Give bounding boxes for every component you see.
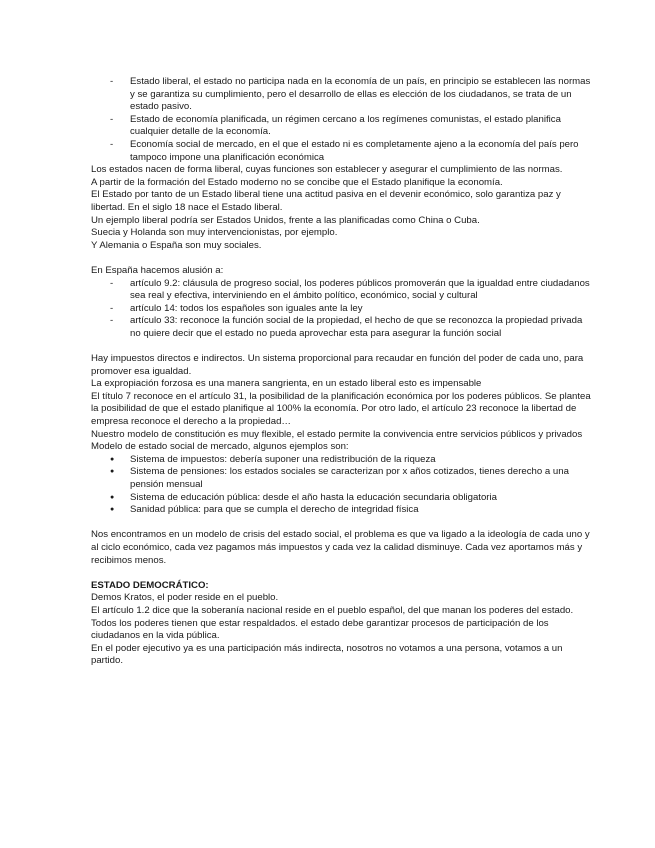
paragraph: Nuestro modelo de constitución es muy flexible, el estado permite la convivencia entre servicios públicos y privados	[91, 428, 583, 440]
paragraph: Nos encontramos en un modelo de crisis del estado social, el problema es que va ligado a la ideología de cada uno y al ciclo económico, cada vez pagamos más impuestos y cada vez la calidad disminuye. Cada vez aportamos más y recibimos menos.	[91, 529, 590, 566]
section-heading: ESTADO DEMOCRÁTICO:	[91, 579, 209, 591]
paragraph: Suecia y Holanda son muy intervencionistas, por ejemplo.	[91, 227, 338, 239]
list-item: - artículo 9.2: cláusula de progreso social, los poderes públicos promoverán que la igualdad entre ciudadanos sea real y efectiva, interviniendo en el ámbito político, económico, social y cultural	[91, 278, 595, 303]
spacer	[91, 567, 595, 580]
paragraph: En el poder ejecutivo ya es una participación más indirecta, nosotros no votamos a una persona, votamos a un partido.	[91, 642, 563, 667]
spacer	[91, 517, 595, 530]
spacer	[91, 340, 595, 353]
paragraph: El artículo 1.2 dice que la soberanía nacional reside en el pueblo español, del que manan los poderes del estado. Todos los poderes tienen que estar respaldados. el estado debe garantizar procesos de participación de los ciudadanos en la vida pública.	[91, 604, 574, 642]
list-item: - artículo 14: todos los españoles son iguales ante la ley	[91, 303, 595, 316]
paragraph: La expropiación forzosa es una manera sangrienta, en un estado liberal esto es impensable	[91, 378, 482, 390]
paragraph: A partir de la formación del Estado moderno no se concibe que el Estado planifique la economía.	[91, 176, 503, 188]
paragraph: Y Alemania o España son muy sociales.	[91, 239, 262, 251]
paragraph: Los estados nacen de forma liberal, cuyas funciones son establecer y asegurar el cumplimiento de las normas.	[91, 164, 563, 176]
list-item: ● Sanidad pública: para que se cumpla el derecho de integridad física	[91, 504, 595, 517]
paragraph: En España hacemos alusión a:	[91, 264, 224, 276]
list-item: ● Sistema de educación pública: desde el año hasta la educación secundaria obligatoria	[91, 492, 595, 505]
state-types-list	[91, 76, 595, 164]
spacer	[91, 252, 595, 265]
list-item: - Economía social de mercado, en el que el estado ni es completamente ajeno a la economía del país pero tampoco impone una planificación económica	[91, 139, 595, 164]
list-item: - Estado liberal, el estado no participa nada en la economía de un país, en principio se establecen las normas y se garantiza su cumplimiento, pero el desarrollo de ellas es elección de los ciudadanos, se trata de un estado pasivo.	[91, 76, 595, 114]
paragraph: El Estado por tanto de un Estado liberal tiene una actitud pasiva en el devenir económico, solo garantiza paz y libertad. En el siglo 18 nace el Estado liberal.	[91, 189, 561, 213]
list-item: ● Sistema de impuestos: debería suponer una redistribución de la riqueza	[91, 454, 595, 467]
list-item: ● Sistema de pensiones: los estados sociales se caracterizan por x años cotizados, tienes derecho a una pensión mensual	[91, 466, 595, 491]
list-item: - Estado de economía planificada, un régimen cercano a los regímenes comunistas, el estado planifica cualquier detalle de la economía.	[91, 114, 595, 139]
paragraph: Modelo de estado social de mercado, algunos ejemplos son:	[91, 441, 349, 453]
examples-list	[91, 454, 595, 517]
paragraph: El título 7 reconoce en el artículo 31, la posibilidad de la planificación económica por los poderes públicos. Se plantea la posibilidad de que el estado planifique al 100% la economía. Por otro lado, el artículo 23 reconoce la libertad de empresa reconoce el derecho a la propiedad…	[91, 390, 591, 428]
paragraph: Un ejemplo liberal podría ser Estados Unidos, frente a las planificadas como China o Cuba.	[91, 214, 480, 226]
paragraph: Hay impuestos directos e indirectos. Un sistema proporcional para recaudar en función del poder de cada uno, para promover esa igualdad.	[91, 353, 584, 377]
articles-list	[91, 278, 595, 341]
list-item: - artículo 33: reconoce la función social de la propiedad, el hecho de que se reconozca la propiedad privada no quiere decir que el estado no pueda aprovechar esta para asegurar la función social	[91, 315, 595, 340]
paragraph: Demos Kratos, el poder reside en el pueblo.	[91, 592, 279, 604]
